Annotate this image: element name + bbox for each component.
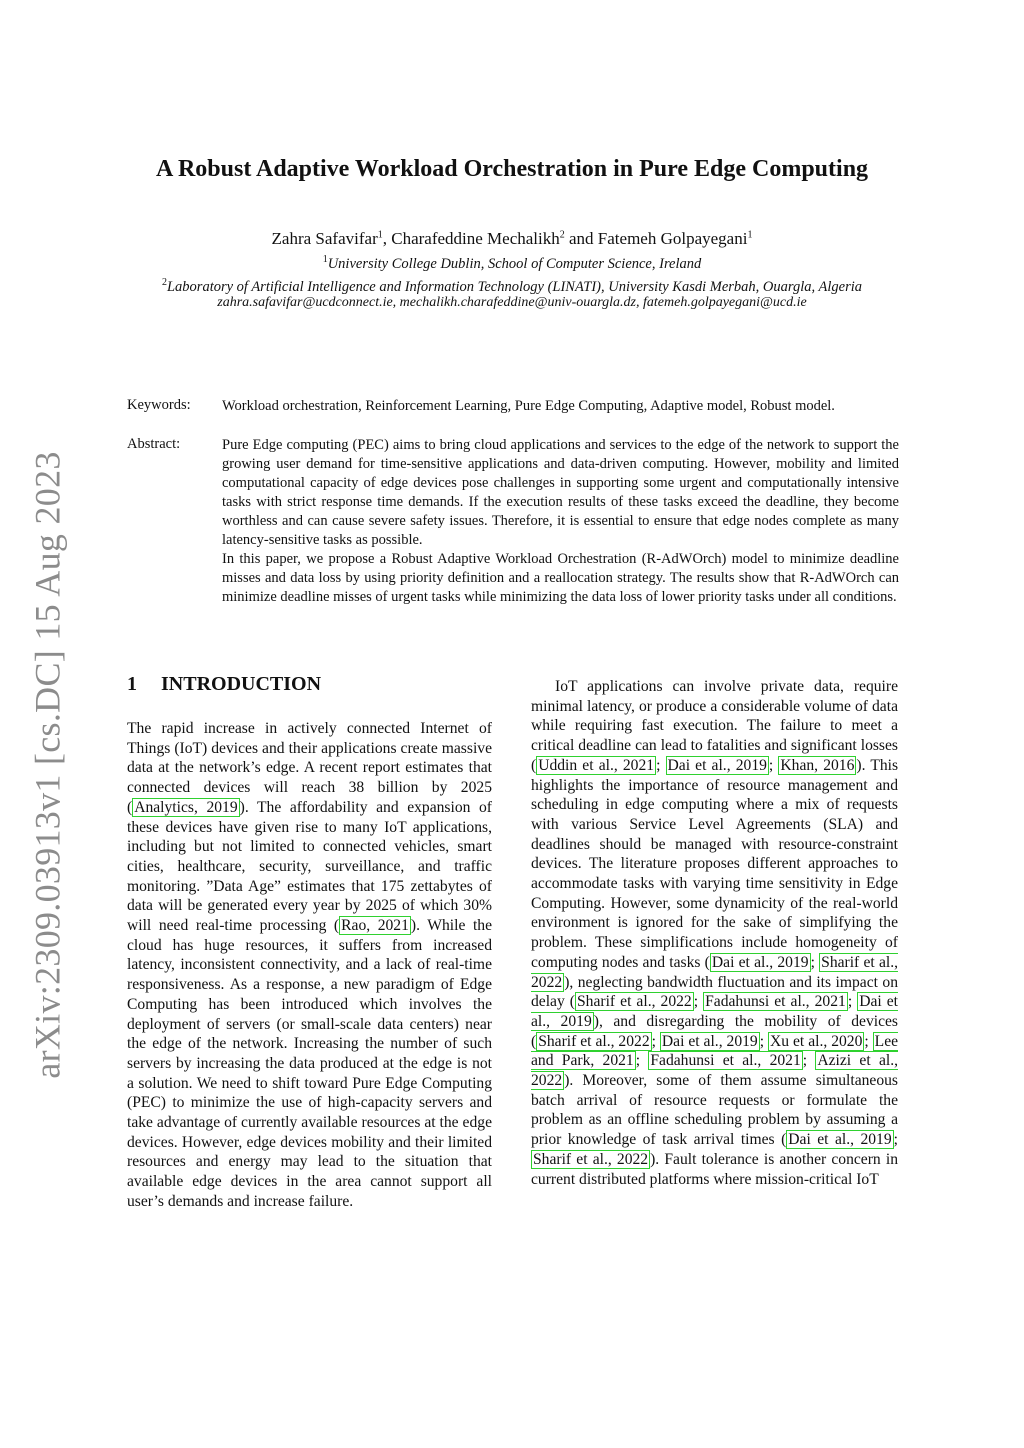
affiliation-marker: 1 <box>322 254 328 265</box>
intro-paragraph-1 <box>127 719 492 1212</box>
affiliation-marker: 2 <box>161 277 167 288</box>
citation-link[interactable]: Dai et al., 2019 <box>711 953 809 971</box>
citation-link[interactable]: Uddin et al., 2021 <box>538 756 655 774</box>
author-affiliation-marker: 1 <box>377 229 383 241</box>
author-affiliation-marker: 1 <box>747 229 753 241</box>
author-affiliation-marker: 2 <box>559 229 565 241</box>
citation-link[interactable]: Sharif et al., 2022 <box>538 1032 650 1050</box>
citation-link[interactable]: Dai et al., 2019 <box>661 1032 758 1050</box>
citation-link[interactable]: Sharif et al., 2022 <box>531 953 899 991</box>
paper-title: A Robust Adaptive Workload Orchestration in Pure Edge Computing <box>155 156 869 182</box>
affiliation-text: Laboratory of Artificial Intelligence and Information Technology (LINATI), University Kasdi Merbah, Ouargla, Algeria <box>166 278 863 295</box>
section-heading-introduction <box>127 673 492 701</box>
arxiv-sidebar <box>28 440 69 1090</box>
citation-separator: ; <box>656 756 666 774</box>
keywords-label: Keywords: <box>127 397 191 413</box>
abstract-paragraph-2: In this paper, we propose a Robust Adaptive Workload Orchestration (R-AdWOrch) model to minimize deadline misses and data loss by using priority definition and a reallocation strategy. The results show that R-AdWOrch can minimize deadline misses of urgent tasks while minimizing the data loss of lower priority tasks under all conditions. <box>222 551 899 605</box>
citation-separator: ; <box>768 756 779 774</box>
affiliation-2 <box>0 277 1024 296</box>
abstract-label: Abstract: <box>127 436 181 452</box>
citation-link[interactable]: Sharif et al., 2022 <box>577 993 692 1011</box>
body-text-run: ). The affordability and expansion of these devices have given rise to many IoT applications, including but not limited to connected vehicles, smart cities, healthcare, security, surveillance, and traffic monitoring. ”Data Age” estimates that 175 zettabytes of data will be generated every year by 2025 of which 30% will need real-time processing ( <box>127 798 492 935</box>
citation-link[interactable]: Dai et al., 2019 <box>667 756 767 774</box>
author-emails: zahra.safavifar@ucdconnect.ie, mechalikh.charafeddine@univ-ouargla.dz, fatemeh.golpayegani@ucd.ie <box>217 295 807 310</box>
author-name: Zahra Safavifar <box>271 229 378 248</box>
citation-separator: ; <box>864 1032 873 1050</box>
body-text-run: ), and disregarding the mobility of devices ( <box>531 1012 898 1050</box>
body-text-run: The rapid increase in actively connected Internet of Things (IoT) devices and their applications create massive data at the network’s edge. A recent report estimates that connected devices will reach 38 billion by 2025 ( <box>127 720 492 816</box>
section-number: 1 <box>127 673 137 695</box>
body-text-run: ). This highlights the importance of resource management and scheduling in edge computing where a mix of requests with various Service Level Agreements (SLA) and deadlines should be managed with resource-constraint devices. The literature proposes different approaches to accommodate tasks with varying time sensitivity in Edge Computing. However, some dynamicity of the real-world environment is ignored for the sake of simplifying the problem. These simplifications include homogeneity of computing nodes and tasks ( <box>531 756 899 971</box>
citation-separator: ; <box>847 993 858 1011</box>
citation-link[interactable]: Dai et al., 2019 <box>531 993 898 1030</box>
citation-link[interactable]: Khan, 2016 <box>780 756 855 774</box>
body-text-run: IoT applications can involve private data, require minimal latency, or produce a considerable volume of data while requiring fast execution. The failure to meet a critical deadline can lead to fatalities and significant losses ( <box>531 678 898 774</box>
citation-separator: ; <box>893 1131 898 1149</box>
citation-link[interactable]: Rao, 2021 <box>341 917 409 935</box>
section-title: INTRODUCTION <box>161 673 322 695</box>
citation-separator: ; <box>810 953 820 971</box>
citation-link[interactable]: Lee and Park, 2021 <box>531 1032 899 1070</box>
author-list <box>0 229 1024 249</box>
affiliation-1 <box>0 254 1024 273</box>
body-text-run: ). While the cloud has huge resources, it suffers from increased latency, inconsistent connectivity, and a lack of real-time responsiveness. As a response, a new paradigm of Edge Computing has been introduced which involves the deployment of servers (or small-scale data centers) near the edge of the network. Increasing the number of such servers by increasing the data produced at the edge is not a solution. We need to shift toward Pure Edge Computing (PEC) to minimize the use of high-capacity servers and take advantage of currently available resources at the edge devices. However, edge devices mobility and their limited resources and energy may lead to the situation that available edge devices in the area cannot support all user’s demands and increase failure. <box>127 917 492 1210</box>
left-column <box>127 673 492 1212</box>
citation-link[interactable]: Analytics, 2019 <box>134 798 238 816</box>
author-name: and Fatemeh Golpayegani <box>564 229 748 248</box>
citation-link[interactable]: Xu et al., 2020 <box>770 1032 863 1050</box>
body-text-run: ). Moreover, some of them assume simultaneous batch arrival of resource requests or formulate the problem as an offline scheduling problem by assuming a prior knowledge of task arrival times ( <box>531 1072 898 1149</box>
affiliation-text: University College Dublin, School of Computer Science, Ireland <box>327 255 702 272</box>
body-text-run: ), neglecting bandwidth fluctuation and its impact on delay ( <box>531 973 898 1011</box>
citation-link[interactable]: Azizi et al., 2022 <box>531 1052 898 1090</box>
citation-separator: ; <box>635 1052 649 1070</box>
citation-separator: ; <box>802 1052 816 1070</box>
citation-link[interactable]: Fadahunsi et al., 2021 <box>650 1052 801 1070</box>
intro-paragraph-2 <box>531 677 898 1189</box>
abstract-text <box>222 436 899 607</box>
citation-link[interactable]: Sharif et al., 2022 <box>533 1150 649 1168</box>
keywords-text: Workload orchestration, Reinforcement Learning, Pure Edge Computing, Adaptive model, Robust model. <box>222 398 835 414</box>
citation-separator: ; <box>693 993 704 1011</box>
citation-separator: ; <box>759 1032 769 1050</box>
body-text-run: ). Fault tolerance is another concern in current distributed platforms where mission-critical IoT <box>531 1150 898 1188</box>
abstract-paragraph-1: Pure Edge computing (PEC) aims to bring cloud applications and services to the edge of the network to support the growing user demand for time-sensitive applications and data-driven computing. However, mobility and limited computational capacity of edge devices pose challenges in supporting some urgent and computationally intensive tasks with strict response time demands. If the execution results of these tasks exceed the deadline, they become worthless and can cause severe safety issues. Therefore, it is essential to ensure that edge nodes complete as many latency-sensitive tasks as possible. <box>222 437 899 548</box>
citation-link[interactable]: Fadahunsi et al., 2021 <box>705 993 846 1011</box>
arxiv-identifier: arXiv:2309.03913v1 [cs.DC] 15 Aug 2023 <box>28 451 69 1079</box>
citation-separator: ; <box>651 1032 660 1050</box>
right-column <box>531 677 898 1189</box>
author-name: , Charafeddine Mechalikh <box>382 229 560 248</box>
citation-link[interactable]: Dai et al., 2019 <box>788 1131 892 1149</box>
